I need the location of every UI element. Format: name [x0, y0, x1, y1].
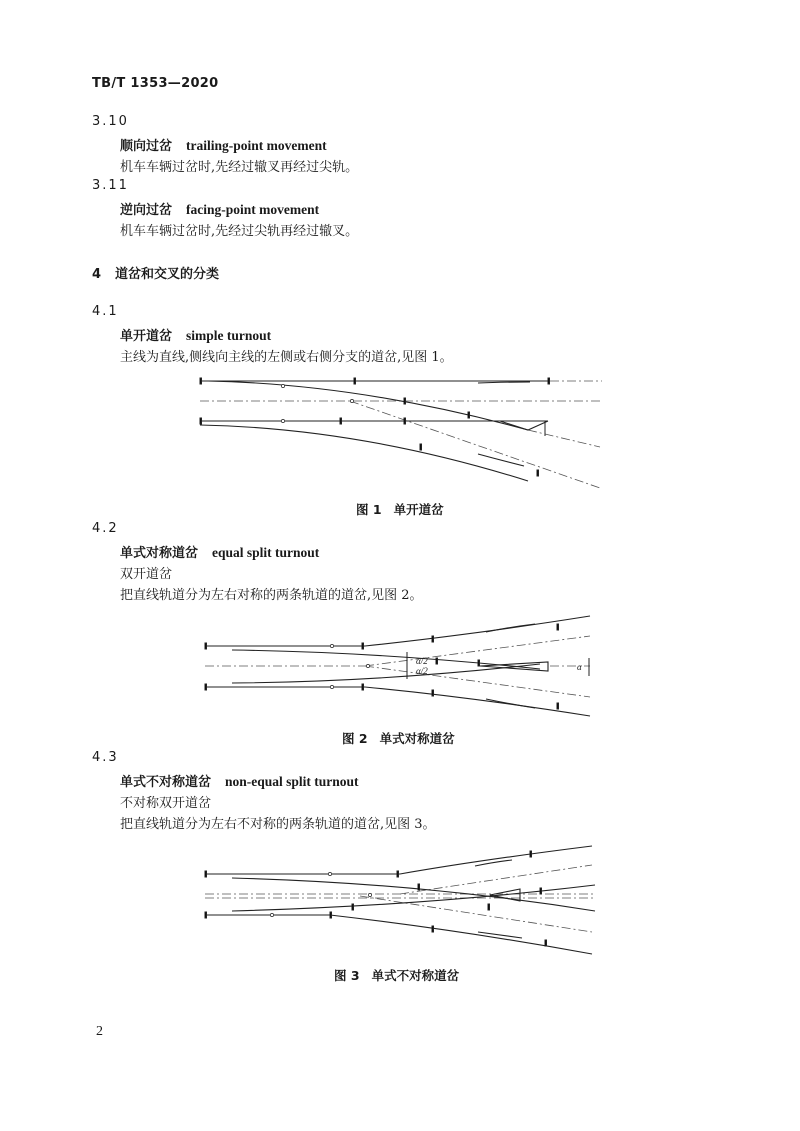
- clause-definition: 把直线轨道分为左右不对称的两条轨道的道岔,见图 3。: [120, 817, 436, 832]
- guard-rail: [486, 699, 535, 708]
- term-en: facing-point movement: [186, 202, 320, 217]
- guard-rail: [478, 454, 524, 466]
- term-zh: 单式不对称道岔: [120, 775, 212, 790]
- term-zh: 单开道岔: [120, 329, 173, 344]
- term-zh: 顺向过岔: [120, 139, 173, 154]
- section-number: 4: [92, 267, 102, 282]
- term-en: equal split turnout: [212, 545, 320, 560]
- lower-branch-outer: [330, 915, 592, 954]
- rail-joints: [205, 851, 547, 946]
- term-en: non-equal split turnout: [225, 774, 359, 789]
- term-en: trailing-point movement: [186, 138, 327, 153]
- angle-label: α/2: [416, 666, 428, 676]
- figure-label: 图 2: [342, 731, 368, 746]
- clause-definition: 把直线轨道分为左右对称的两条轨道的道岔,见图 2。: [120, 588, 423, 603]
- term-en: simple turnout: [186, 328, 272, 343]
- angle-label-right: α: [577, 662, 582, 672]
- term-zh: 单式对称道岔: [120, 546, 199, 561]
- figure-title: 单式不对称道岔: [371, 968, 460, 983]
- clause-number: 3.10: [92, 114, 129, 129]
- guard-rail: [478, 932, 522, 938]
- section-title: 道岔和交叉的分类: [115, 267, 220, 282]
- figure-2-drawing: [205, 616, 590, 716]
- figure-3-drawing: [205, 846, 595, 954]
- clause-number: 4.3: [92, 750, 119, 765]
- clause-number: 4.2: [92, 521, 119, 536]
- term-zh: 逆向过岔: [120, 203, 173, 218]
- upper-branch-outer: [400, 846, 592, 874]
- diverging-rail-outer: [200, 425, 528, 481]
- upper-branch-outer: [365, 616, 590, 646]
- clause-definition: 机车车辆过岔时,先经过辙叉再经过尖轨。: [120, 160, 359, 175]
- guard-rail: [486, 624, 535, 632]
- diverging-centerline: [350, 401, 600, 488]
- figure-title: 单式对称道岔: [379, 731, 455, 746]
- figure-1-drawing: [200, 378, 602, 488]
- clause-synonym: 双开道岔: [120, 567, 173, 582]
- figure-label: 图 3: [334, 968, 360, 983]
- diverging-axis-ext: [528, 430, 600, 447]
- clause-definition: 机车车辆过岔时,先经过尖轨再经过辙叉。: [120, 224, 359, 239]
- standard-id-header: TB/T 1353—2020: [92, 76, 219, 91]
- page-number: 2: [96, 1024, 103, 1039]
- rail-joints: [205, 624, 559, 709]
- lower-centerline: [360, 896, 592, 932]
- clause-number: 4.1: [92, 304, 119, 319]
- figure-title: 单开道岔: [393, 502, 444, 517]
- clause-number: 3.11: [92, 178, 129, 193]
- clause-definition: 主线为直线,侧线向主线的左侧或右侧分支的道岔,见图 1。: [120, 350, 453, 365]
- switch-rail-curve: [208, 381, 528, 430]
- clause-synonym: 不对称双开道岔: [120, 796, 212, 811]
- guard-rail: [478, 382, 530, 383]
- angle-label: α/2: [416, 656, 428, 666]
- lower-branch-outer: [365, 687, 590, 716]
- figure-label: 图 1: [356, 502, 382, 517]
- frog: [500, 421, 548, 430]
